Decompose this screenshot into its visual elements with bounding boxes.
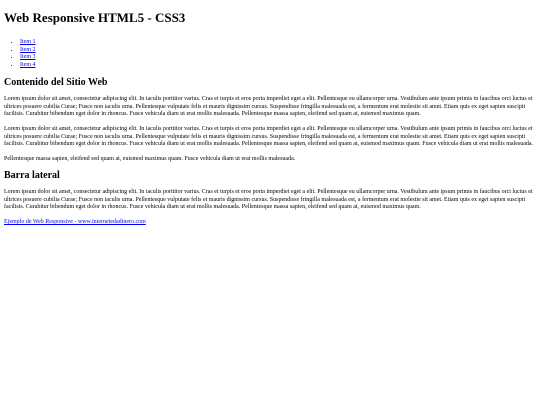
main-paragraph-3: Pellentesque massa sapien, eleifend sed quam at, euismod maximus quam. Fusce vehicula diam ut erat mollis malesuada.	[4, 155, 296, 162]
nav-list	[4, 39, 536, 69]
nav-link-item-4[interactable]: Item 4	[20, 61, 36, 68]
page-header	[4, 10, 536, 26]
nav-item-4	[20, 62, 536, 70]
sidebar	[4, 170, 536, 212]
page-footer	[4, 219, 536, 227]
nav-item-1	[20, 39, 536, 47]
main-nav	[4, 39, 536, 69]
nav-item-2	[20, 47, 536, 55]
nav-item-3	[20, 54, 536, 62]
main-content	[4, 77, 536, 163]
main-paragraph-2: Lorem ipsum dolor sit amet, consectetur adipiscing elit. In iaculis porttitor varius. Cras et turpis et eros porta imperdiet eget a elit. Pellentesque eu ullamcorper urna. Vestibulum ante ipsum primis in faucibus orci luctus et ultrices posuere cubilia Curae; Fusce non iaculis urna. Pellentesque vulputate felis et mauris dignissim cursus. Suspendisse fringilla malesuada est, a fermentum erat molestie sit amet. Etiam quis ex eget sapien suscipit facilisis. Curabitur bibendum eget dolor in rhoncus. Fusce vehicula diam ut erat mollis malesuada. Pellentesque massa sapien, eleifend sed quam at, euismod maximus quam. Fusce vehicula diam ut erat mollis malesuada.	[4, 126, 534, 148]
nav-link-item-2[interactable]: Item 2	[20, 46, 36, 53]
page-title: Web Responsive HTML5 - CSS3	[4, 10, 186, 25]
main-content-heading: Contenido del Sitio Web	[4, 77, 108, 89]
footer-link[interactable]: Ejemplo de Web Responsive - www.internetedadinero.com	[4, 218, 146, 225]
main-paragraph-1: Lorem ipsum dolor sit amet, consectetur adipiscing elit. In iaculis porttitor varius. Cras et turpis et eros porta imperdiet eget a elit. Pellentesque eu ullamcorper urna. Vestibulum ante ipsum primis in faucibus orci luctus et ultrices posuere cubilia Curae; Fusce non iaculis urna. Pellentesque vulputate felis et mauris dignissim cursus. Suspendisse fringilla malesuada est, a fermentum erat molestie sit amet. Etiam quis ex eget sapien suscipit facilisis. Curabitur bibendum eget dolor in rhoncus. Fusce vehicula diam ut erat mollis malesuada. Pellentesque massa sapien, eleifend sed quam at, euismod maximus quam.	[4, 96, 533, 118]
nav-link-item-1[interactable]: Item 1	[20, 39, 36, 45]
nav-link-item-3[interactable]: Item 3	[20, 54, 36, 61]
sidebar-heading: Barra lateral	[4, 170, 60, 182]
sidebar-paragraph: Lorem ipsum dolor sit amet, consectetur adipiscing elit. In iaculis porttitor varius. Cras et turpis et eros porta imperdiet eget a elit. Pellentesque eu ullamcorper urna. Vestibulum ante ipsum primis in faucibus orci luctus et ultrices posuere cubilia Curae; Fusce non iaculis urna. Pellentesque vulputate felis et mauris dignissim cursus. Suspendisse fringilla malesuada est, a fermentum erat molestie sit amet. Etiam quis ex eget sapien suscipit facilisis. Curabitur bibendum eget dolor in rhoncus. Fusce vehicula diam ut erat mollis malesuada. Pellentesque massa sapien, eleifend sed quam at, euismod maximus quam.	[4, 189, 533, 211]
